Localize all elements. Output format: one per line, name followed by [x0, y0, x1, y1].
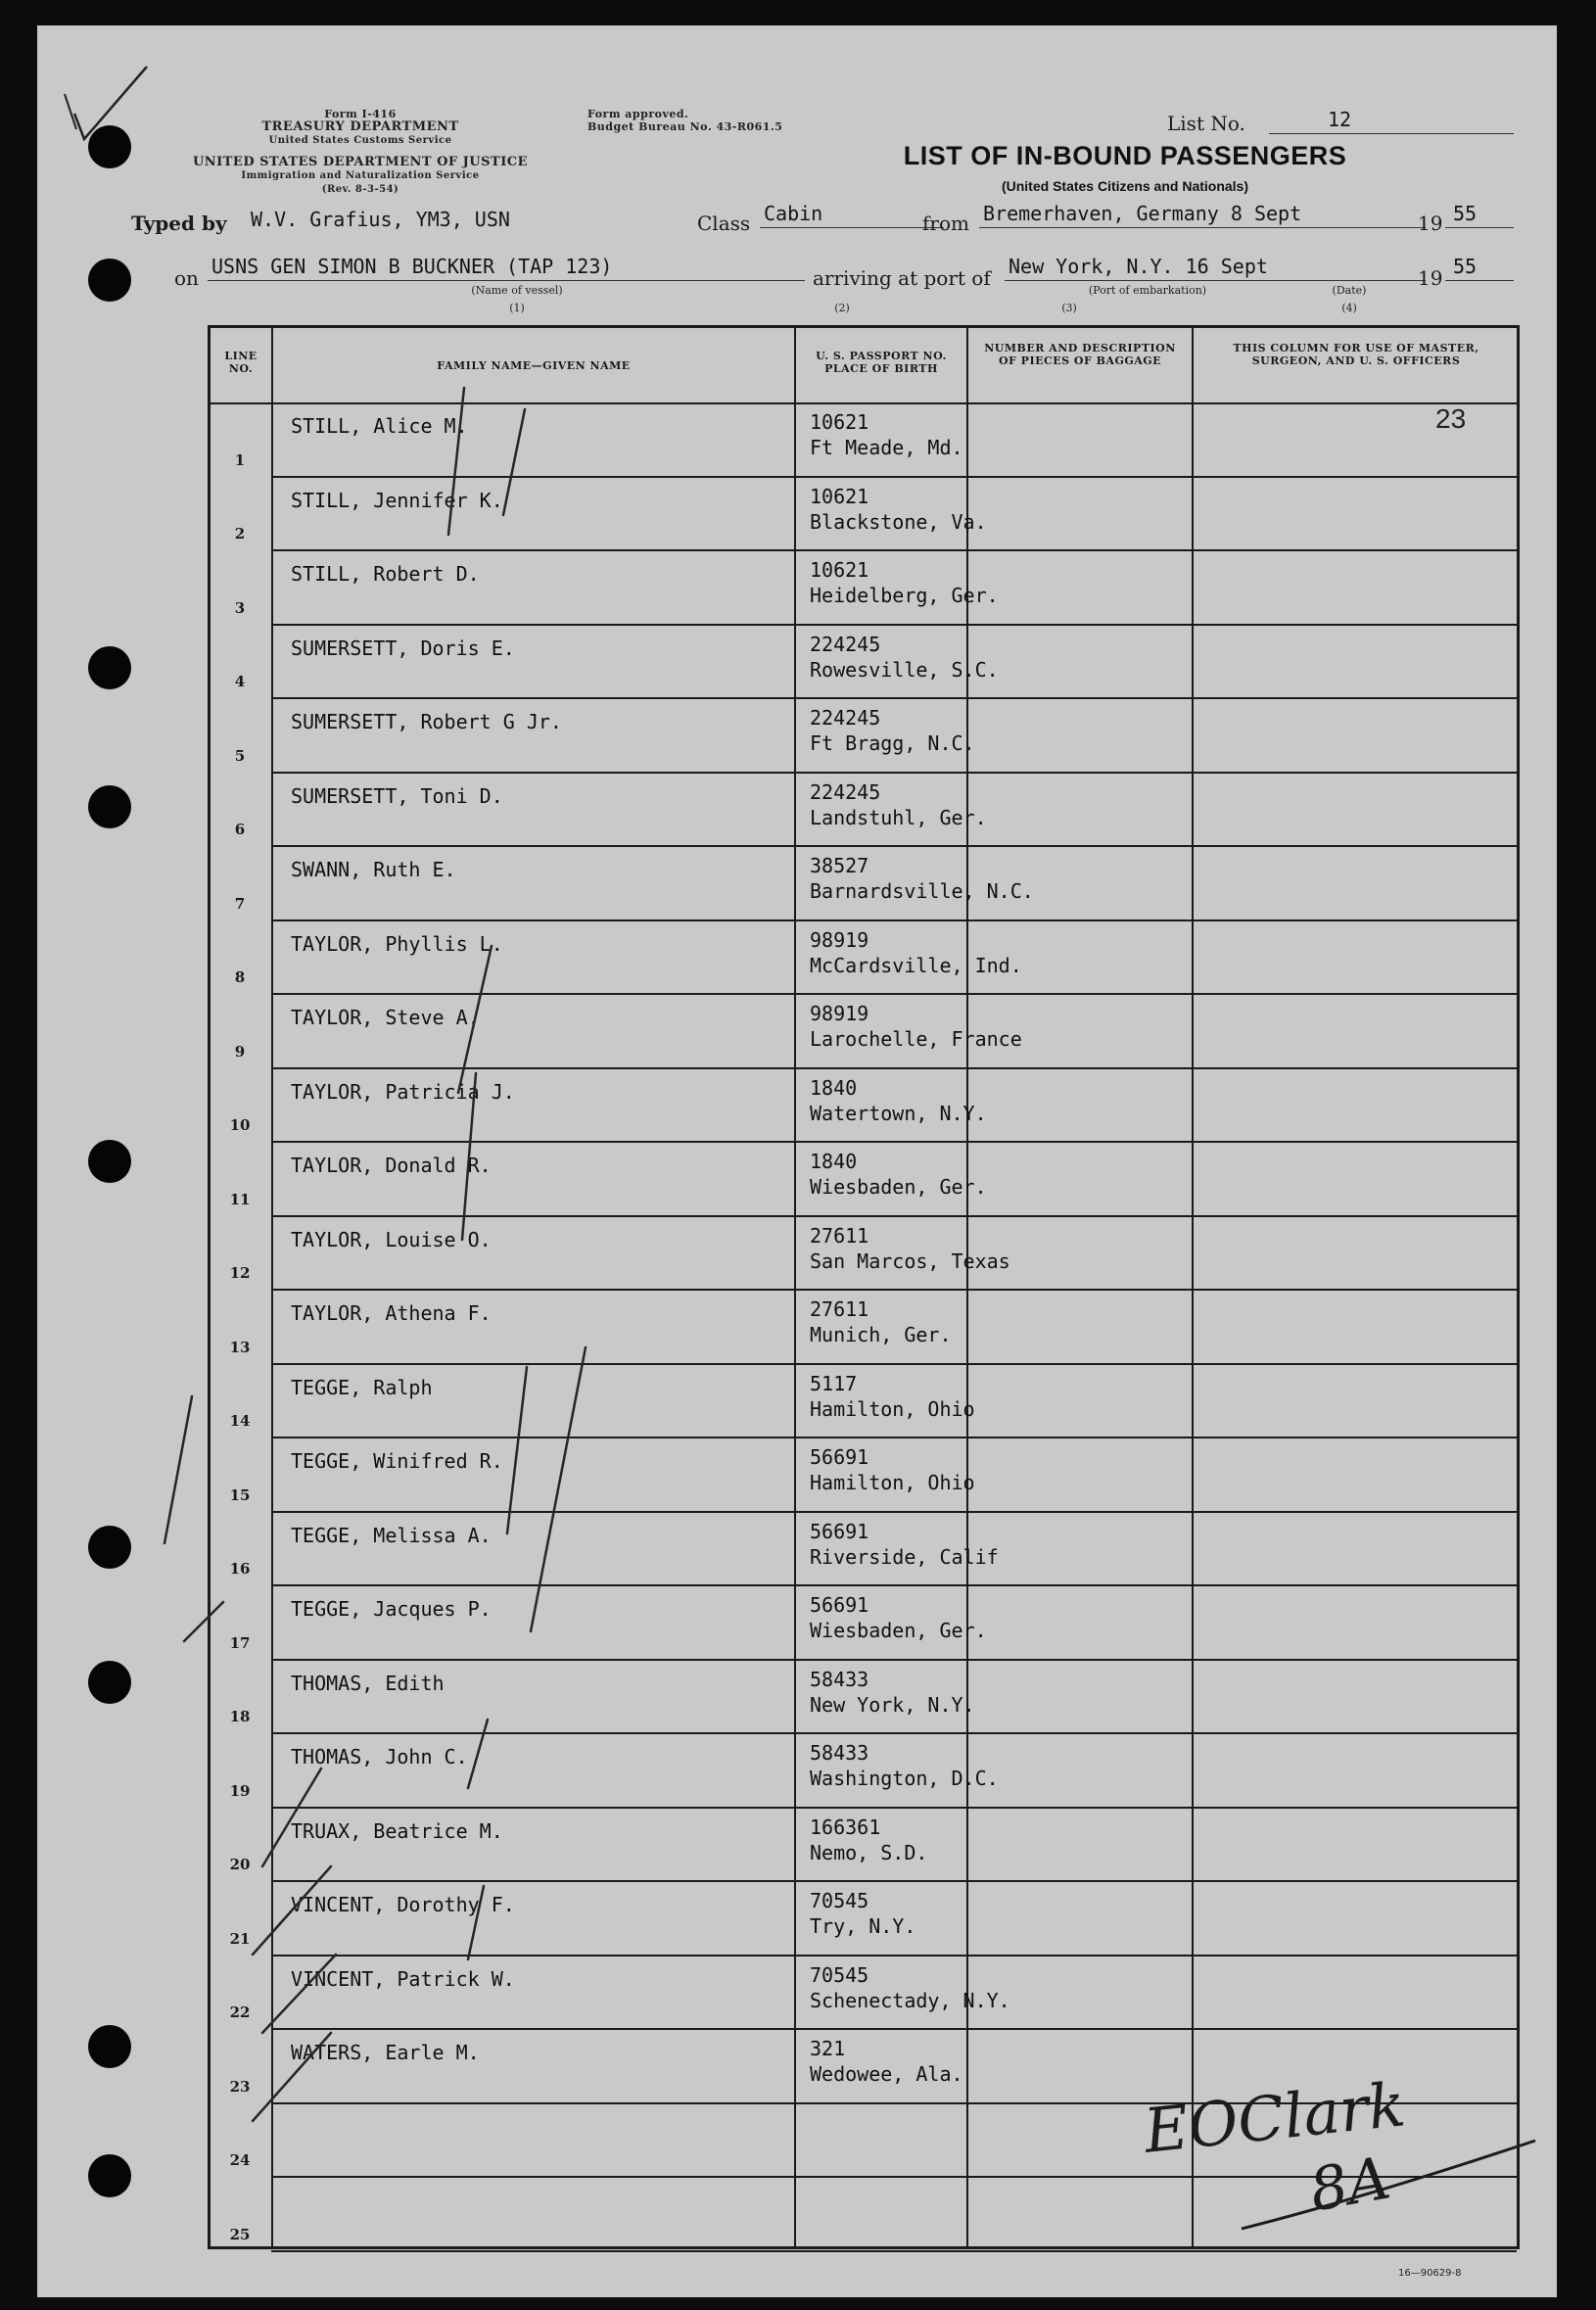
justice-dept: UNITED STATES DEPARTMENT OF JUSTICE	[192, 155, 529, 169]
table-row	[211, 1142, 1517, 1216]
col-num-3: (3)	[1061, 302, 1077, 314]
line-number: 16	[229, 1560, 251, 1578]
place-of-birth: San Marcos, Texas	[810, 1249, 1010, 1273]
passport-number: 27611	[810, 1223, 869, 1248]
passport-number: 98919	[810, 927, 869, 952]
table-row	[211, 1512, 1517, 1586]
punch-hole	[88, 259, 131, 302]
passport-number: 10621	[810, 558, 869, 582]
table-row	[211, 477, 1517, 551]
name-of-vessel-caption: (Name of vessel)	[471, 284, 563, 297]
arrival-value: New York, N.Y. 16 Sept	[1009, 255, 1268, 278]
passenger-name: STILL, Jennifer K.	[291, 488, 503, 512]
form-number: Form I-416	[324, 108, 397, 120]
passport-number: 1840	[810, 1150, 858, 1173]
line-number: 18	[229, 1708, 251, 1725]
passport-number: 224245	[810, 779, 881, 804]
passenger-name: SUMERSETT, Robert G Jr.	[291, 710, 562, 733]
place-of-birth: Landstuhl, Ger.	[810, 805, 987, 829]
year-prefix-2: 19	[1418, 266, 1443, 290]
from-underline	[979, 227, 1426, 228]
place-of-birth: Barnardsville, N.C.	[810, 879, 1034, 903]
passport-number: 166361	[810, 1815, 881, 1839]
line-number: 17	[229, 1633, 251, 1652]
passenger-name: TEGGE, Winifred R.	[291, 1449, 503, 1473]
form-title: LIST OF IN-BOUND PASSENGERS	[903, 141, 1347, 170]
passport-number: 70545	[810, 1889, 869, 1912]
table-row	[211, 1585, 1517, 1660]
line-number: 1	[234, 450, 246, 469]
place-of-birth: New York, N.Y.	[810, 1692, 975, 1717]
line-number: 4	[234, 673, 246, 690]
passenger-name: TEGGE, Ralph	[291, 1375, 433, 1399]
checkmark-icon	[57, 45, 164, 143]
place-of-birth: Heidelberg, Ger.	[810, 584, 999, 607]
punch-hole	[88, 2154, 131, 2197]
passenger-name: TAYLOR, Louise O.	[291, 1227, 492, 1251]
list-no-label: List No.	[1167, 112, 1245, 135]
year-prefix-1: 19	[1418, 212, 1443, 235]
year-2: 55	[1453, 255, 1478, 278]
line-number: 10	[229, 1116, 251, 1134]
passport-number: 58433	[810, 1741, 869, 1765]
class-label: Class	[697, 212, 751, 235]
punch-hole	[88, 1661, 131, 1704]
line-number: 19	[229, 1781, 251, 1800]
passenger-table	[208, 325, 1520, 2249]
list-no-value: 12	[1328, 108, 1352, 131]
place-of-birth: Hamilton, Ohio	[810, 1471, 975, 1494]
table-row	[211, 698, 1517, 773]
punch-hole	[88, 1140, 131, 1183]
place-of-birth: Ft Bragg, N.C.	[810, 731, 975, 755]
revision: (Rev. 8-3-54)	[321, 184, 399, 195]
signature: EOClark	[1140, 2068, 1409, 2167]
passenger-name: SUMERSETT, Toni D.	[291, 783, 503, 808]
line-number: 11	[229, 1190, 251, 1208]
place-of-birth: Wiesbaden, Ger.	[810, 1619, 987, 1642]
passenger-name: TEGGE, Melissa A.	[291, 1523, 492, 1547]
class-underline	[760, 227, 944, 228]
ins-label: Immigration and Naturalization Service	[241, 170, 480, 181]
line-number: 8	[234, 968, 246, 986]
passport-number: 27611	[810, 1297, 869, 1321]
table-row	[211, 1881, 1517, 1956]
passport-number: 58433	[810, 1667, 869, 1691]
table-row	[211, 550, 1517, 625]
passport-number: 321	[810, 2037, 846, 2060]
passenger-name: VINCENT, Dorothy F.	[291, 1893, 515, 1916]
place-of-birth: Nemo, S.D.	[810, 1840, 928, 1864]
punch-hole	[88, 646, 131, 689]
passenger-name: THOMAS, John C.	[291, 1745, 468, 1768]
passenger-name: TAYLOR, Phyllis L.	[291, 931, 503, 956]
place-of-birth: McCardsville, Ind.	[810, 953, 1022, 977]
passport-number: 70545	[810, 1962, 869, 1987]
passenger-name: STILL, Alice M.	[291, 414, 468, 438]
passenger-name: TAYLOR, Athena F.	[291, 1301, 492, 1325]
document-sheet	[37, 25, 1557, 2297]
passport-number: 224245	[810, 706, 881, 730]
line-number: 5	[234, 746, 246, 765]
passenger-name: TAYLOR, Steve A.	[291, 1006, 480, 1029]
officer-count: 23	[1435, 403, 1467, 434]
class-value: Cabin	[764, 202, 823, 225]
table-row	[211, 994, 1517, 1068]
line-number: 3	[234, 598, 246, 617]
table-row	[211, 1733, 1517, 1808]
from-label: from	[922, 212, 969, 235]
year-1: 55	[1453, 202, 1478, 225]
table-row	[211, 1068, 1517, 1143]
passport-number: 56691	[810, 1519, 869, 1543]
table-row	[211, 920, 1517, 995]
place-of-birth: Munich, Ger.	[810, 1323, 952, 1346]
passenger-name: STILL, Robert D.	[291, 562, 480, 586]
place-of-birth: Rowesville, S.C.	[810, 657, 999, 682]
list-no-underline	[1269, 133, 1514, 134]
row-divider	[271, 2250, 1517, 2252]
col-header-officers: THIS COLUMN FOR USE OF MASTER, SURGEON, AND U. S. OFFICERS	[1233, 342, 1479, 367]
place-of-birth: Try, N.Y.	[810, 1914, 916, 1938]
table-row	[211, 402, 1517, 477]
line-number: 9	[234, 1042, 246, 1061]
passport-number: 56691	[810, 1593, 869, 1617]
passenger-name: VINCENT, Patrick W.	[291, 1966, 515, 1991]
port-embark-caption: (Port of embarkation)	[1088, 284, 1207, 297]
place-of-birth: Larochelle, France	[810, 1027, 1022, 1051]
passport-number: 5117	[810, 1371, 858, 1395]
passport-number: 38527	[810, 854, 869, 877]
table-row	[211, 1438, 1517, 1512]
typed-by-value: W.V. Grafius, YM3, USN	[251, 208, 510, 231]
form-code: 16—90629-8	[1398, 2268, 1462, 2279]
place-of-birth: Wedowee, Ala.	[810, 2062, 963, 2086]
col-header-passport: U. S. PASSPORT NO. PLACE OF BIRTH	[816, 350, 947, 375]
arriving-label: arriving at port of	[813, 266, 991, 290]
form-subtitle: (United States Citizens and Nationals)	[1001, 178, 1249, 194]
place-of-birth: Wiesbaden, Ger.	[810, 1175, 987, 1199]
place-of-birth: Watertown, N.Y.	[810, 1101, 987, 1125]
passenger-name: TAYLOR, Donald R.	[291, 1154, 492, 1177]
place-of-birth: Schenectady, N.Y.	[810, 1988, 1010, 2012]
col-header-name: FAMILY NAME—GIVEN NAME	[437, 359, 631, 372]
passenger-name: TAYLOR, Patricia J.	[291, 1079, 515, 1104]
passport-number: 56691	[810, 1445, 869, 1469]
line-number: 12	[229, 1264, 251, 1282]
table-row	[211, 625, 1517, 699]
passenger-name: WATERS, Earle M.	[291, 2041, 480, 2064]
table-row	[211, 846, 1517, 920]
table-row	[211, 1216, 1517, 1291]
year2-underline	[1445, 280, 1514, 281]
date-caption: (Date)	[1332, 284, 1367, 297]
col-num-4: (4)	[1341, 302, 1357, 314]
table-row	[211, 773, 1517, 847]
passport-number: 98919	[810, 1002, 869, 1025]
place-of-birth: Hamilton, Ohio	[810, 1396, 975, 1421]
line-number: 22	[229, 2004, 251, 2021]
passenger-name: TEGGE, Jacques P.	[291, 1597, 492, 1621]
passport-number: 224245	[810, 632, 881, 656]
punch-hole	[88, 2025, 131, 2068]
passport-number: 10621	[810, 484, 869, 508]
line-number: 13	[229, 1338, 251, 1356]
budget-bureau: Budget Bureau No. 43-R061.5	[587, 120, 783, 133]
col-num-2: (2)	[834, 302, 850, 314]
table-row	[211, 1808, 1517, 1882]
initials: 8A	[1304, 2144, 1395, 2226]
line-number: 14	[229, 1412, 251, 1430]
place-of-birth: Blackstone, Va.	[810, 509, 987, 534]
line-number: 23	[229, 2077, 251, 2096]
place-of-birth: Riverside, Calif	[810, 1544, 999, 1569]
table-row	[211, 1956, 1517, 2030]
line-number: 25	[229, 2225, 251, 2243]
table-row	[211, 1364, 1517, 1438]
line-number: 2	[234, 525, 246, 542]
year1-underline	[1445, 227, 1514, 228]
typed-by-label: Typed by	[131, 212, 227, 235]
passenger-name: SWANN, Ruth E.	[291, 858, 456, 881]
col-num-1: (1)	[509, 302, 525, 314]
from-value: Bremerhaven, Germany 8 Sept	[983, 202, 1302, 225]
customs-service: United States Customs Service	[268, 135, 452, 146]
passport-number: 10621	[810, 410, 869, 434]
passenger-name: TRUAX, Beatrice M.	[291, 1818, 503, 1843]
punch-hole	[88, 785, 131, 828]
form-approved: Form approved.	[587, 108, 689, 120]
place-of-birth: Washington, D.C.	[810, 1767, 999, 1790]
table-row	[211, 1290, 1517, 1364]
line-number: 20	[229, 1856, 251, 1873]
col-header-baggage: NUMBER AND DESCRIPTION OF PIECES OF BAGGAGE	[984, 342, 1176, 367]
line-number: 15	[229, 1485, 251, 1504]
col-header-line-no: LINE NO.	[224, 350, 258, 375]
vessel-underline	[208, 280, 805, 281]
passport-number: 1840	[810, 1075, 858, 1100]
arrival-underline	[1005, 280, 1426, 281]
passenger-name: SUMERSETT, Doris E.	[291, 636, 515, 660]
on-label: on	[174, 266, 199, 290]
line-number: 6	[234, 821, 246, 838]
place-of-birth: Ft Meade, Md.	[810, 436, 963, 459]
table-row	[211, 1660, 1517, 1734]
passenger-name: THOMAS, Edith	[291, 1671, 445, 1695]
punch-hole	[88, 1526, 131, 1569]
treasury-dept: TREASURY DEPARTMENT	[261, 119, 459, 134]
line-number: 21	[229, 1929, 251, 1948]
line-number: 24	[229, 2151, 251, 2169]
vessel-name: USNS GEN SIMON B BUCKNER (TAP 123)	[211, 255, 613, 278]
line-number: 7	[234, 894, 246, 913]
